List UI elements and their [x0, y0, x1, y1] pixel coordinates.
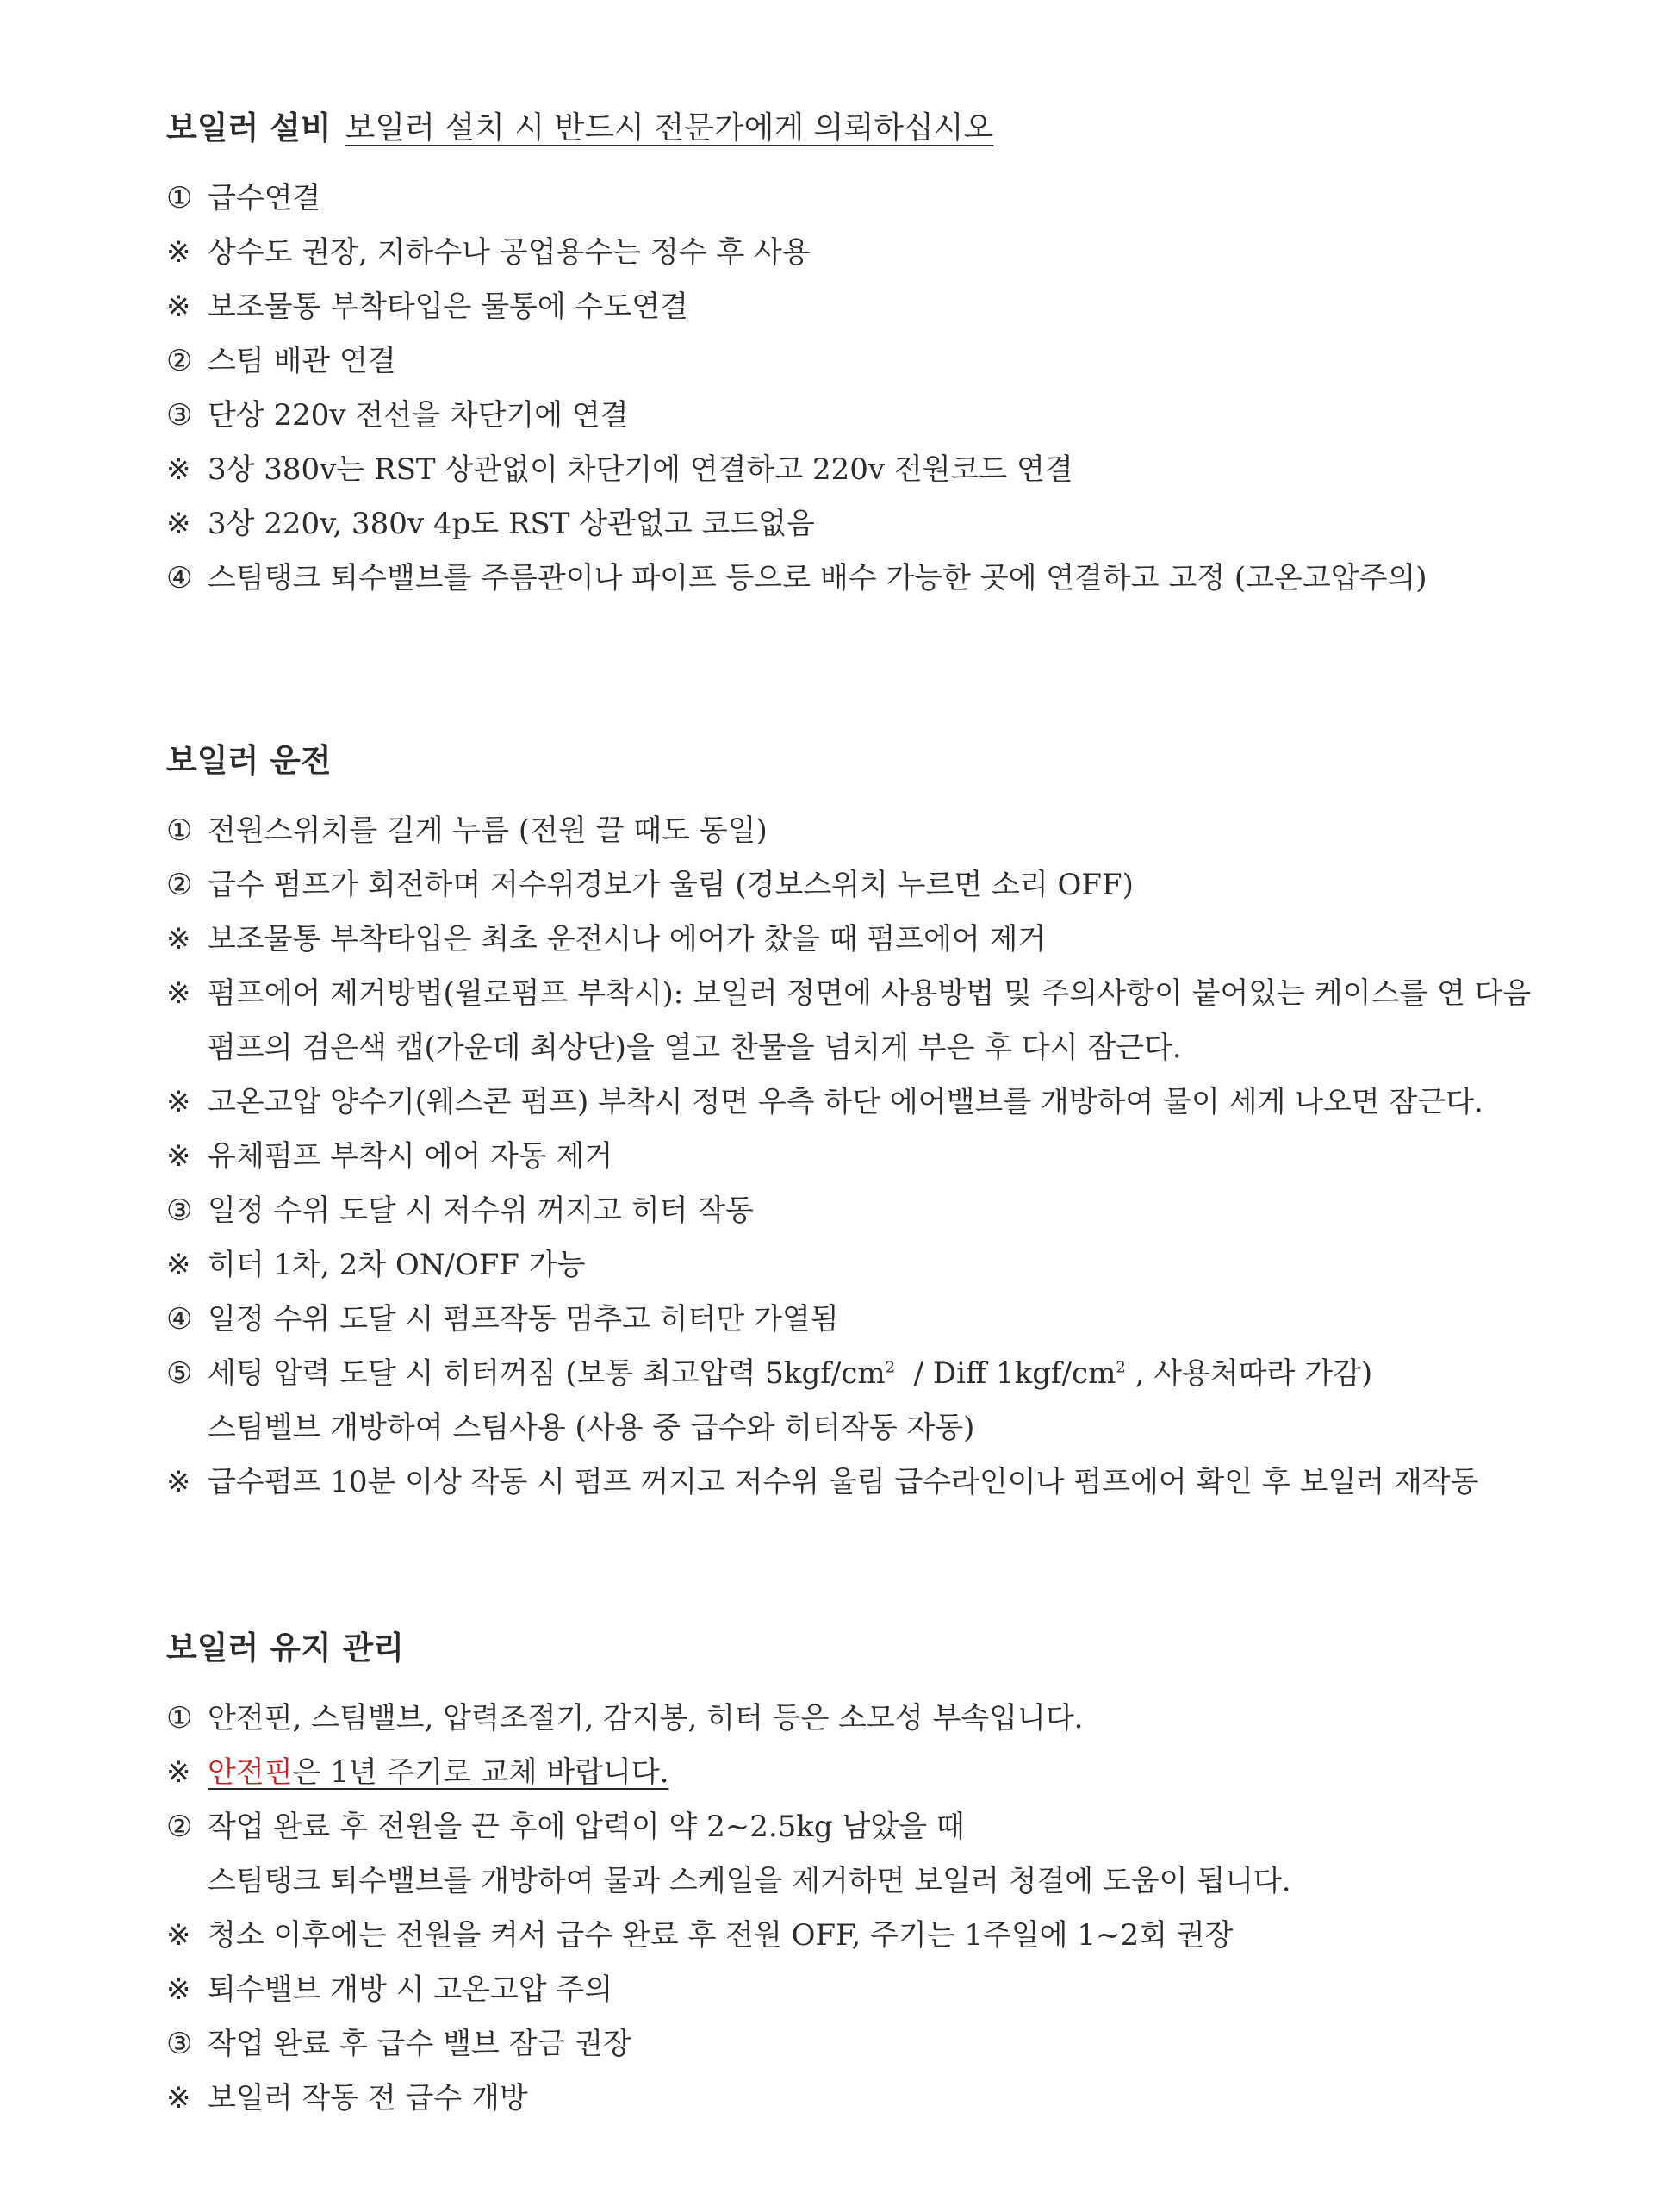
list-item — [166, 1347, 1562, 1401]
item-text: 스팀 배관 연결 — [208, 344, 396, 378]
item-marker: ④ — [166, 561, 193, 595]
item-marker: ① — [166, 181, 193, 215]
installation-section — [166, 90, 1562, 606]
list-item — [166, 1455, 1562, 1510]
item-text: 작업 완료 후 전원을 끈 후에 압력이 약 2~2.5kg 남았을 때 — [208, 1810, 965, 1844]
item-text — [208, 1347, 1372, 1401]
highlight-text: 안전핀 — [208, 1755, 293, 1790]
item-marker: ※ — [166, 235, 191, 270]
maintenance-section — [166, 1611, 1562, 2126]
item-text: 일정 수위 도달 시 저수위 꺼지고 히터 작동 — [208, 1193, 754, 1228]
item-text: 단상 220v 전선을 차단기에 연결 — [208, 398, 629, 433]
item-text: 은 1년 주기로 교체 바랍니다. — [292, 1755, 669, 1790]
list-item — [166, 1963, 1562, 2017]
operation-heading — [166, 723, 1562, 792]
list-item — [166, 967, 1562, 1021]
list-item — [166, 280, 1562, 334]
item-marker: ※ — [166, 1248, 191, 1282]
list-item — [166, 1746, 1562, 1800]
item-text: 스팀탱크 퇴수밸브를 개방하여 물과 스케일을 제거하면 보일러 청결에 도움이 됩니다. — [208, 1864, 1291, 1898]
maintenance-list — [166, 1692, 1562, 2126]
item-text: 펌프에어 제거방법(윌로펌프 부착시): 보일러 정면에 사용방법 및 주의사항이 붙어있는 케이스를 연 다음 — [208, 976, 1532, 1011]
list-item — [166, 1800, 1562, 1854]
installation-title: 보일러 설비 — [166, 109, 332, 146]
item-text: 펌프의 검은색 캡(가운데 최상단)을 열고 찬물을 넘치게 부은 후 다시 잠근다. — [208, 1031, 1182, 1065]
item-text: 3상 220v, 380v 4p도 RST 상관없고 코드없음 — [208, 507, 815, 541]
item-marker: ※ — [166, 507, 191, 541]
item-text: 유체펌프 부착시 에어 자동 제거 — [208, 1139, 613, 1174]
item-marker: ※ — [166, 922, 191, 956]
maintenance-title: 보일러 유지 관리 — [166, 1629, 404, 1667]
item-text: 보조물통 부착타입은 최초 운전시나 에어가 찼을 때 펌프에어 제거 — [208, 922, 1047, 956]
item-text: 상수도 권장, 지하수나 공업용수는 정수 후 사용 — [208, 235, 811, 270]
item-text-part: 세팅 압력 도달 시 히터꺼짐 (보통 최고압력 5kgf/cm — [208, 1356, 886, 1391]
item-marker: ※ — [166, 2081, 191, 2115]
item-marker: ① — [166, 1701, 193, 1735]
list-item — [166, 226, 1562, 280]
item-marker: ③ — [166, 1193, 193, 1228]
item-marker: ※ — [166, 976, 191, 1011]
list-item — [166, 1293, 1562, 1347]
list-item — [166, 334, 1562, 389]
superscript: 2 — [1116, 1358, 1126, 1377]
list-item — [166, 2017, 1562, 2072]
item-text: 스팀벨브 개방하여 스팀사용 (사용 중 급수와 히터작동 자동) — [208, 1411, 975, 1445]
list-item — [166, 2072, 1562, 2126]
list-item — [166, 1692, 1562, 1746]
item-marker: ※ — [166, 452, 191, 487]
item-text: 청소 이후에는 전원을 켜서 급수 완료 후 전원 OFF, 주기는 1주일에 1~2회 권장 — [208, 1918, 1234, 1953]
item-text: 작업 완료 후 급수 밸브 잠금 권장 — [208, 2027, 631, 2061]
item-text: 전원스위치를 길게 누름 (전원 끌 때도 동일) — [208, 813, 768, 848]
list-item — [166, 551, 1562, 606]
item-text: 급수연결 — [208, 181, 321, 215]
item-text: 스팀탱크 퇴수밸브를 주름관이나 파이프 등으로 배수 가능한 곳에 연결하고 고정 (고온고압주의) — [208, 561, 1427, 595]
item-marker: ② — [166, 868, 193, 902]
item-marker: ④ — [166, 1302, 193, 1337]
item-text: 급수 펌프가 회전하며 저수위경보가 울림 (경보스위치 누르면 소리 OFF) — [208, 868, 1134, 902]
list-item — [166, 804, 1562, 858]
item-text: 퇴수밸브 개방 시 고온고압 주의 — [208, 1972, 613, 2007]
item-marker: ② — [166, 344, 193, 378]
item-marker: ※ — [166, 1972, 191, 2007]
item-marker: ※ — [166, 1139, 191, 1174]
item-marker: ※ — [166, 290, 191, 324]
superscript: 2 — [885, 1358, 896, 1377]
item-marker: ※ — [166, 1755, 191, 1790]
list-item — [166, 171, 1562, 226]
installation-list — [166, 171, 1562, 606]
item-text: 보조물통 부착타입은 물통에 수도연결 — [208, 290, 688, 324]
list-item — [166, 1909, 1562, 1963]
item-marker: ※ — [166, 1465, 191, 1499]
list-item — [166, 1130, 1562, 1184]
maintenance-heading — [166, 1611, 1562, 1679]
item-text-part: , 사용처따라 가감) — [1125, 1356, 1373, 1391]
item-marker: ※ — [166, 1918, 191, 1953]
item-marker: ※ — [166, 1085, 191, 1119]
item-marker: ③ — [166, 398, 193, 433]
item-marker: ③ — [166, 2027, 193, 2061]
item-text: 고온고압 양수기(웨스콘 펌프) 부착시 정면 우측 하단 에어밸브를 개방하여 물이 세게 나오면 잠근다. — [208, 1085, 1483, 1119]
item-text: 급수펌프 10분 이상 작동 시 펌프 꺼지고 저수위 울림 급수라인이나 펌프에어 확인 후 보일러 재작동 — [208, 1465, 1479, 1499]
list-item — [166, 858, 1562, 913]
item-text: 보일러 작동 전 급수 개방 — [208, 2081, 528, 2115]
list-item — [166, 443, 1562, 497]
list-item — [166, 497, 1562, 551]
item-marker: ⑤ — [166, 1356, 193, 1391]
list-item — [166, 1075, 1562, 1130]
item-text-part: / Diff 1kgf/cm — [895, 1356, 1116, 1391]
item-text: 3상 380v는 RST 상관없이 차단기에 연결하고 220v 전원코드 연결 — [208, 452, 1073, 487]
operation-title: 보일러 운전 — [166, 742, 332, 779]
list-item-continuation — [166, 1021, 1562, 1075]
item-text: 히터 1차, 2차 ON/OFF 가능 — [208, 1248, 586, 1282]
item-text: 일정 수위 도달 시 펌프작동 멈추고 히터만 가열됨 — [208, 1302, 839, 1337]
operation-section — [166, 723, 1562, 1510]
item-marker: ① — [166, 813, 193, 848]
installation-heading — [166, 90, 1562, 159]
list-item — [166, 1184, 1562, 1238]
list-item-continuation — [166, 1854, 1562, 1909]
list-item — [166, 389, 1562, 443]
operation-list — [166, 804, 1562, 1510]
safety-pin-notice — [208, 1746, 669, 1800]
list-item — [166, 913, 1562, 967]
installation-subtitle: 보일러 설치 시 반드시 전문가에게 의뢰하십시오 — [345, 109, 994, 146]
list-item-continuation — [166, 1401, 1562, 1455]
item-text: 안전핀, 스팀밸브, 압력조절기, 감지봉, 히터 등은 소모성 부속입니다. — [208, 1701, 1084, 1735]
list-item — [166, 1238, 1562, 1293]
item-marker: ② — [166, 1810, 193, 1844]
